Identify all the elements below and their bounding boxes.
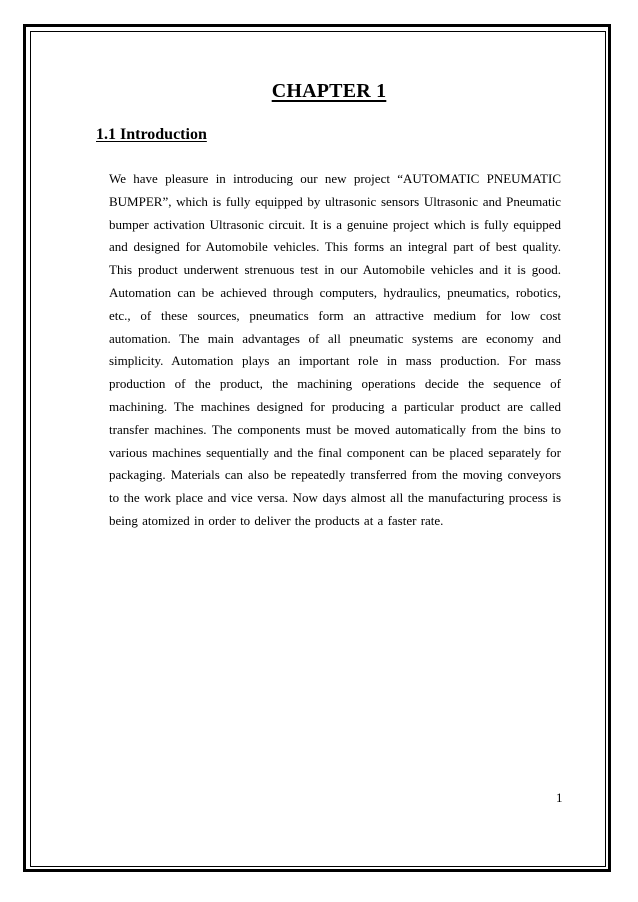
section-heading: 1.1 Introduction: [96, 126, 207, 143]
page-number: 1: [556, 790, 563, 805]
chapter-title: CHAPTER 1: [271, 80, 387, 102]
body-paragraph: We have pleasure in introducing our new project “AUTOMATIC PNEUMATIC BUMPER”, which is fully equipped by ultrasonic sensors Ultrasonic and Pneumatic bumper activation Ultrasonic circuit. It is a genuine project which is fully equipped and designed for Automobile vehicles. This forms an integral part of best quality. This product underwent strenuous test in our Automobile vehicles and it is good. Automation can be achieved through computers, hydraulics, pneumatics, robotics, etc., of these sources, pneumatics form an attractive medium for low cost automation. The main advantages of all pneumatic systems are economy and simplicity. Automation plays an important role in mass production. For mass production of the product, the machining operations decide the sequence of machining. The machines designed for producing a particular product are called transfer machines. The components must be moved automatically from the bins to various machines sequentially and the final component can be placed separately for packaging. Materials can also be repeatedly transferred from the moving conveyors to the work place and vice versa. Now days almost all the manufacturing process is being atomized in order to deliver the products at a faster rate.: [109, 171, 561, 528]
